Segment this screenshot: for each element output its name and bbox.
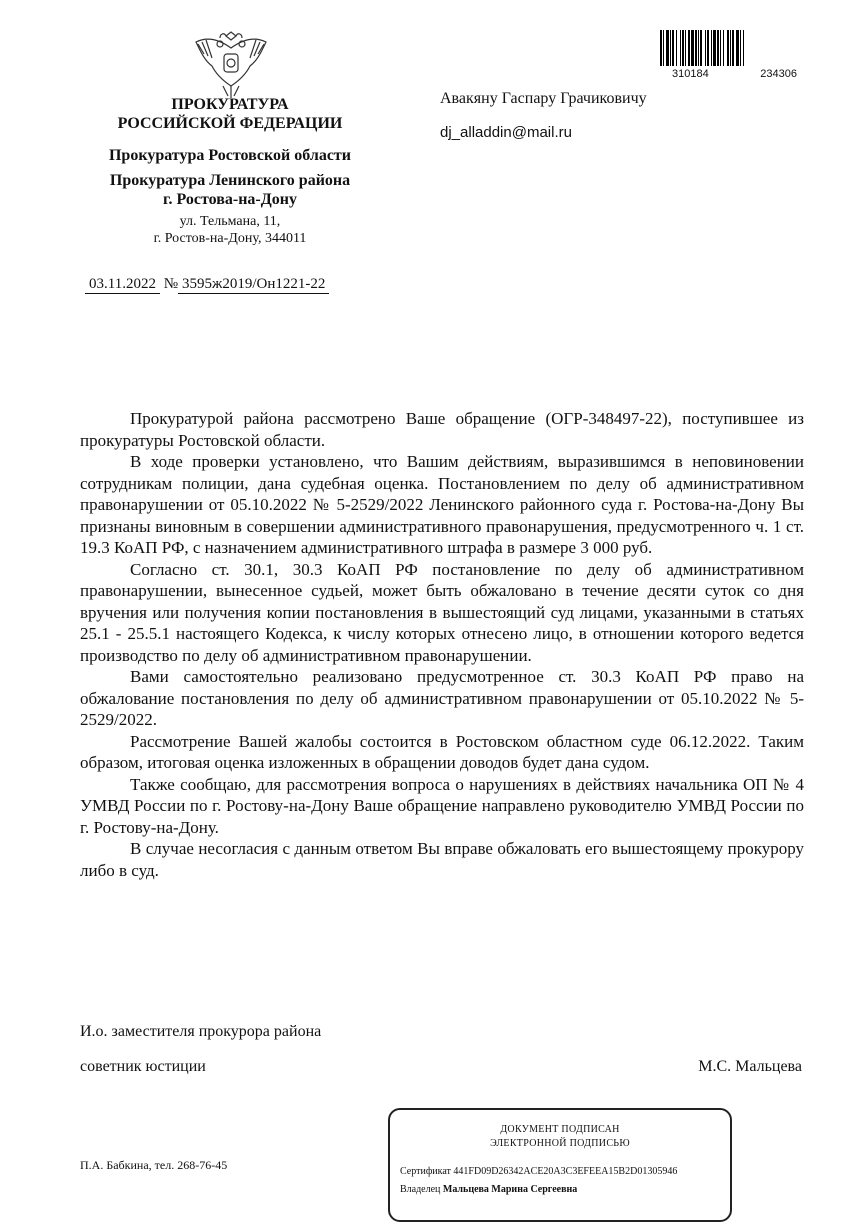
body-paragraph: В ходе проверки установлено, что Вашим действиям, выразившимся в неповиновении сотрудникам полиции, дана судебная оценка. Постановлением по делу об административном правонарушении от 05.10.2022 № 5-2529/2022 Ленинского районного суда г. Ростова-на-Дону Вы признаны виновным в совершении административного правонарушения, предусмотренного ч. 1 ст. 19.3 КоАП РФ, с назначением административного штрафа в размере 3 000 руб. bbox=[80, 452, 804, 557]
body-paragraph: Также сообщаю, для рассмотрения вопроса о нарушениях в действиях начальника ОП № 4 УМВД России по г. Ростову-на-Дону Ваше обращение направлено руководителю УМВД России по г. Ростову-на-Дону. bbox=[80, 774, 804, 837]
body-paragraph: Прокуратурой района рассмотрено Ваше обращение (ОГР-348497-22), поступившее из прокуратуры Ростовской области. bbox=[80, 409, 804, 450]
body-paragraph: Согласно ст. 30.1, 30.3 КоАП РФ постановление по делу об административном правонарушении, вынесенное судьей, может быть обжаловано в течение десяти суток со дня вручения или получения копии постановления в вышестоящий суд лицами, указанными в статьях 25.1 - 25.5.1 настоящего Кодекса, к числу которых отнесено лицо, в отношении которого ведется производство по делу об административном правонарушении. bbox=[80, 559, 804, 665]
barcode-numbers bbox=[672, 68, 797, 80]
barcode-right-number: 234306 bbox=[760, 68, 797, 80]
stamp-line-2: ЭЛЕКТРОННОЙ ПОДПИСЬЮ bbox=[490, 1138, 630, 1149]
stamp-line-1: ДОКУМЕНТ ПОДПИСАН bbox=[500, 1124, 620, 1135]
org-district-name: Прокуратура Ленинского района г. Ростова-на-Дону bbox=[109, 172, 351, 208]
certificate-label: Сертификат bbox=[400, 1166, 451, 1177]
stamp-owner bbox=[400, 1184, 577, 1195]
executor-contact: П.А. Бабкина, тел. 268-76-45 bbox=[80, 1158, 228, 1172]
signatory-title: И.о. заместителя прокурора района bbox=[80, 1023, 322, 1040]
body-paragraph: В случае несогласия с данным ответом Вы вправе обжаловать его вышестоящему прокурору либо в суд. bbox=[80, 839, 804, 880]
sender-address: ул. Тельмана, 11, г. Ростов-на-Дону, 344011 bbox=[153, 214, 307, 246]
barcode-icon bbox=[660, 30, 795, 66]
certificate-value: 441FD09D26342ACE20A3C3EFEEA15B2D01305946 bbox=[453, 1166, 678, 1177]
electronic-signature-stamp bbox=[388, 1108, 732, 1222]
recipient-email: dj_alladdin@mail.ru bbox=[440, 124, 572, 141]
body-paragraph: Вами самостоятельно реализовано предусмотренное ст. 30.3 КоАП РФ право на обжалование постановления по делу об административном правонарушении от 05.10.2022 № 5-2529/2022. bbox=[80, 667, 804, 729]
signatory-rank: советник юстиции bbox=[80, 1058, 206, 1075]
owner-value: Мальцева Марина Сергеевна bbox=[442, 1184, 578, 1195]
owner-label: Владелец bbox=[400, 1184, 441, 1195]
org-main-title: ПРОКУРАТУРА РОССИЙСКОЙ ФЕДЕРАЦИИ bbox=[117, 96, 343, 132]
stamp-certificate bbox=[400, 1166, 677, 1177]
recipient-name: Авакяну Гаспару Грачиковичу bbox=[440, 90, 647, 107]
double-headed-eagle-emblem-icon bbox=[190, 30, 272, 100]
outgoing-number: 3595ж2019/Он1221-22 bbox=[178, 276, 329, 294]
number-sign: № bbox=[163, 276, 179, 292]
org-region-name: Прокуратура Ростовской области bbox=[108, 147, 351, 164]
body-paragraph: Рассмотрение Вашей жалобы состоится в Ростовском областном суде 06.12.2022. Таким образом, итоговая оценка изложенных в обращении доводов будет дана судом. bbox=[80, 731, 804, 772]
outgoing-date: 03.11.2022 bbox=[85, 276, 160, 294]
letter-body bbox=[80, 408, 804, 881]
signatory-name: М.С. Мальцева bbox=[698, 1058, 802, 1075]
outgoing-reference bbox=[85, 276, 329, 293]
barcode-left-number: 310184 bbox=[672, 68, 709, 80]
